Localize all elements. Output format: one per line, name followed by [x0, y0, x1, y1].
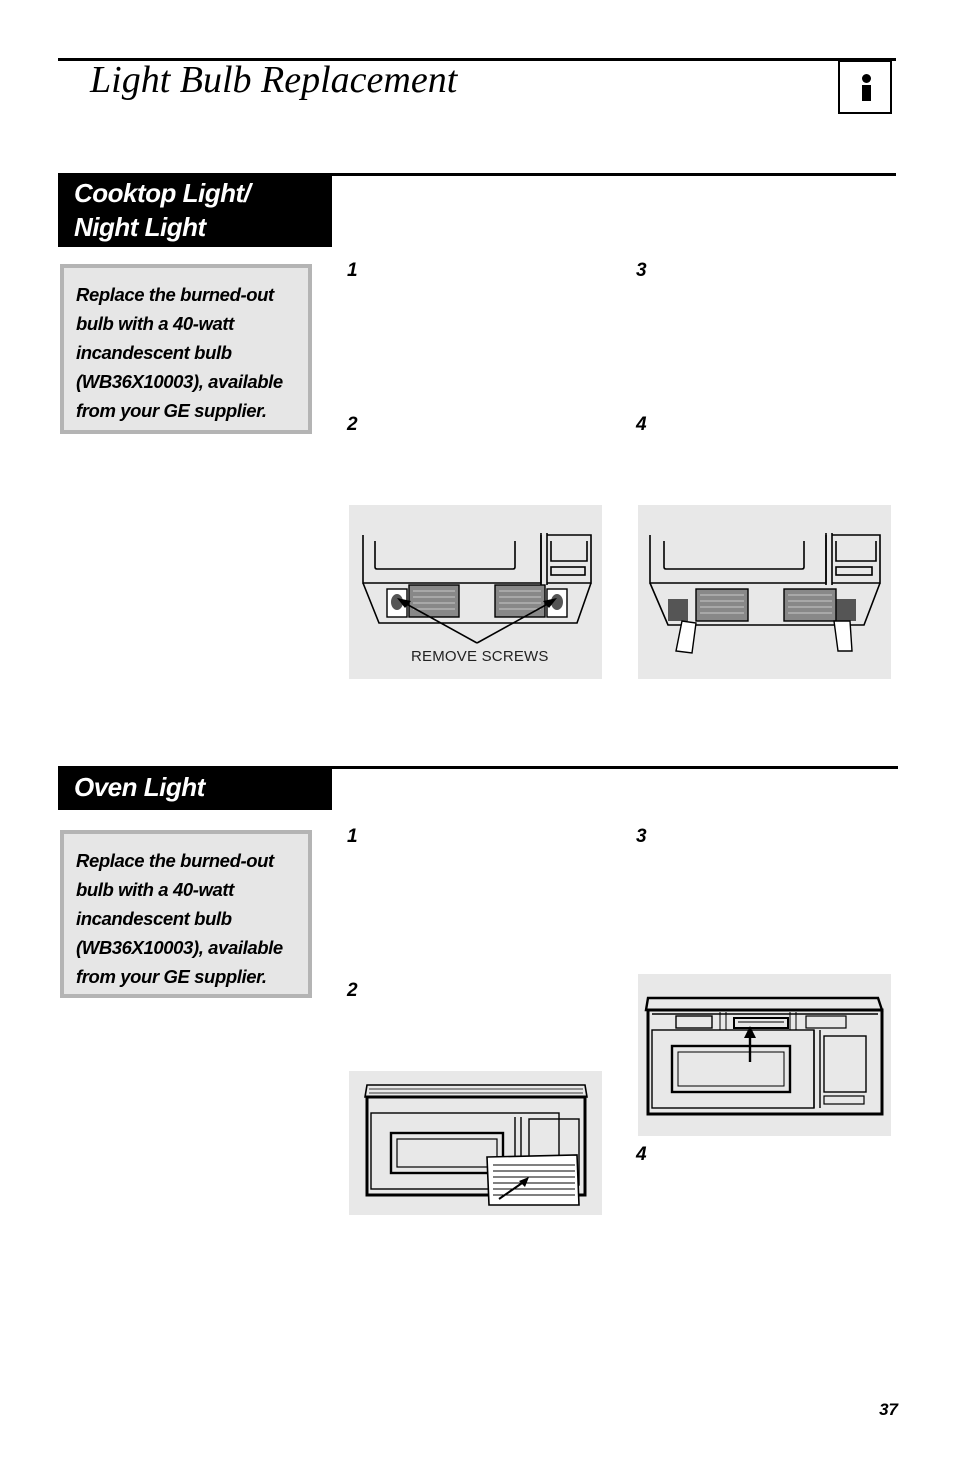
oven-section-header: Oven Light — [58, 767, 332, 810]
note-line: bulb with a 40-watt — [76, 879, 234, 900]
cooktop-section-header — [58, 174, 332, 247]
cooktop-header-line1: Cooktop Light/ — [74, 178, 251, 208]
oven-step-3: 3 — [636, 826, 647, 847]
oven-light-cover-illustration — [349, 1071, 602, 1215]
oven-step-4: 4 — [636, 1144, 647, 1165]
note-line: from your GE supplier. — [76, 400, 267, 421]
cooktop-bulb-note — [60, 264, 312, 434]
cooktop-header-line2: Night Light — [74, 212, 206, 242]
light-covers-open-illustration — [638, 505, 891, 679]
page-number: 37 — [879, 1400, 898, 1419]
oven-light-bulb-illustration — [638, 974, 891, 1136]
cooktop-step-3: 3 — [636, 260, 647, 281]
oven-step-2: 2 — [347, 980, 358, 1001]
oven-bulb-note — [60, 830, 312, 998]
note-line: from your GE supplier. — [76, 966, 267, 987]
page-title: Light Bulb Replacement — [90, 59, 458, 101]
note-line: Replace the burned-out — [76, 850, 274, 871]
info-icon — [838, 60, 892, 114]
remove-screws-illustration — [349, 505, 602, 679]
cooktop-step-1: 1 — [347, 260, 358, 281]
cooktop-step-4: 4 — [636, 414, 647, 435]
note-line: incandescent bulb — [76, 342, 232, 363]
note-line: Replace the burned-out — [76, 284, 274, 305]
note-line: bulb with a 40-watt — [76, 313, 234, 334]
remove-screws-label: REMOVE SCREWS — [411, 648, 549, 665]
oven-step-1: 1 — [347, 826, 358, 847]
note-line: (WB36X10003), available — [76, 937, 283, 958]
note-line: (WB36X10003), available — [76, 371, 283, 392]
cooktop-step-2: 2 — [347, 414, 358, 435]
note-line: incandescent bulb — [76, 908, 232, 929]
